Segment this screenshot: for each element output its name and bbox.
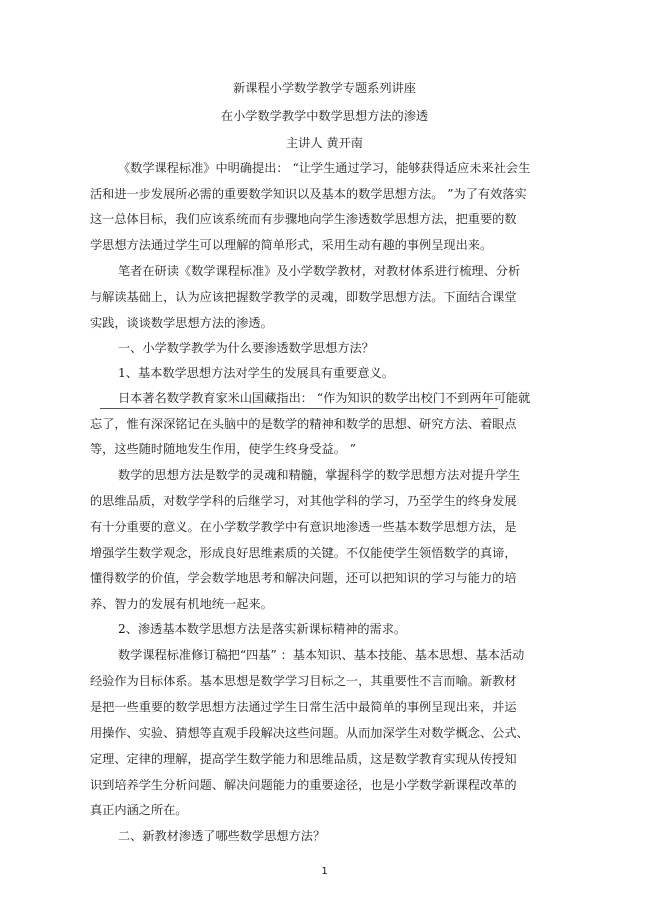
paragraph-line: 的思维品质，对数学学科的后继学习，对其他学科的学习，乃至学生的终身发展 — [90, 494, 517, 508]
paragraph-line: 数学的思想方法是数学的灵魂和精髓，掌握科学的数学思想方法对提升学生 — [118, 468, 521, 482]
paragraph-line: 学思想方法通过学生可以理解的简单形式，采用生动有趣的事例呈现出来。 — [90, 238, 493, 252]
paragraph-line: 等，这些随时随地发生作用，使学生终身受益。 ” — [90, 442, 357, 456]
paragraph-line: 笔者在研读《数学课程标准》及小学数学教材，对教材体系进行梳理、分析 — [118, 264, 521, 278]
paragraph-line: 懂得数学的价值，学会数学地思考和解决问题，还可以把知识的学习与能力的培 — [90, 571, 517, 585]
title-main: 在小学数学教学中数学思想方法的渗透 — [220, 109, 429, 123]
paragraph-line: 增强学生数学观念，形成良好思维素质的关键。不仅能使学生领悟数学的真谛， — [90, 546, 517, 560]
paragraph-line: 有十分重要的意义。在小学数学教学中有意识地渗透一些基本数学思想方法，是 — [90, 520, 517, 534]
section-heading: 一、小学数学教学为什么要渗透数学思想方法？ — [118, 341, 374, 355]
paragraph-line: 忘了，惟有深深铭记在头脑中的是数学的精神和数学的思想、研究方法、着眼点 — [90, 417, 517, 431]
divider-line — [100, 408, 498, 409]
paragraph-line: 与解读基础上，认为应该把握数学教学的灵魂，即数学思想方法。下面结合课堂 — [90, 290, 517, 304]
paragraph-line: 用操作、实验、猜想等直观手段解决这些问题。从而加深学生对数学概念、公式、 — [90, 726, 529, 740]
page-number: 1 — [321, 866, 328, 877]
paragraph-line: 定理、定律的理解，提高学生数学能力和思维品质，这是数学教育实现从传授知 — [90, 752, 517, 766]
section-heading: 二、新教材渗透了哪些数学思想方法？ — [118, 829, 326, 843]
paragraph-line: 日本著名数学教育家米山国藏指出： “作为知识的数学出校门不到两年可能就 — [118, 391, 531, 405]
paragraph-line: 真正内涵之所在。 — [90, 803, 188, 817]
paragraph-line: 活和进一步发展所必需的重要数学知识以及基本的数学思想方法。 ”为了有效落实 — [90, 187, 527, 201]
paragraph-line: 是把一些重要的数学思想方法通过学生日常生活中最简单的事例呈现出来，并运 — [90, 700, 517, 714]
speaker: 主讲人 黄开南 — [286, 136, 363, 150]
title-series: 新课程小学数学教学专题系列讲座 — [233, 81, 416, 95]
paragraph-line: 经验作为目标体系。基本思想是数学学习目标之一，其重要性不言而喻。新教材 — [90, 674, 517, 688]
paragraph-line: 养、智力的发展有机地统一起来。 — [90, 597, 273, 611]
paragraph-line: 数学课程标准修订稿把“四基” ：基本知识、基本技能、基本思想、基本活动 — [118, 648, 525, 662]
subsection-heading: 2、渗透基本数学思想方法是落实新课标精神的需求。 — [118, 622, 407, 636]
paragraph-line: 《数学课程标准》中明确提出： “让学生通过学习，能够获得适应未来社会生 — [118, 161, 531, 175]
paragraph-line: 识到培养学生分析问题、解决问题能力的重要途径，也是小学数学新课程改革的 — [90, 778, 517, 792]
paragraph-line: 这一总体目标，我们应该系统而有步骤地向学生渗透数学思想方法，把重要的数 — [90, 212, 517, 226]
paragraph-line: 实践，谈谈数学思想方法的渗透。 — [90, 316, 273, 330]
subsection-heading: 1、基本数学思想方法对学生的发展具有重要意义。 — [118, 366, 394, 380]
